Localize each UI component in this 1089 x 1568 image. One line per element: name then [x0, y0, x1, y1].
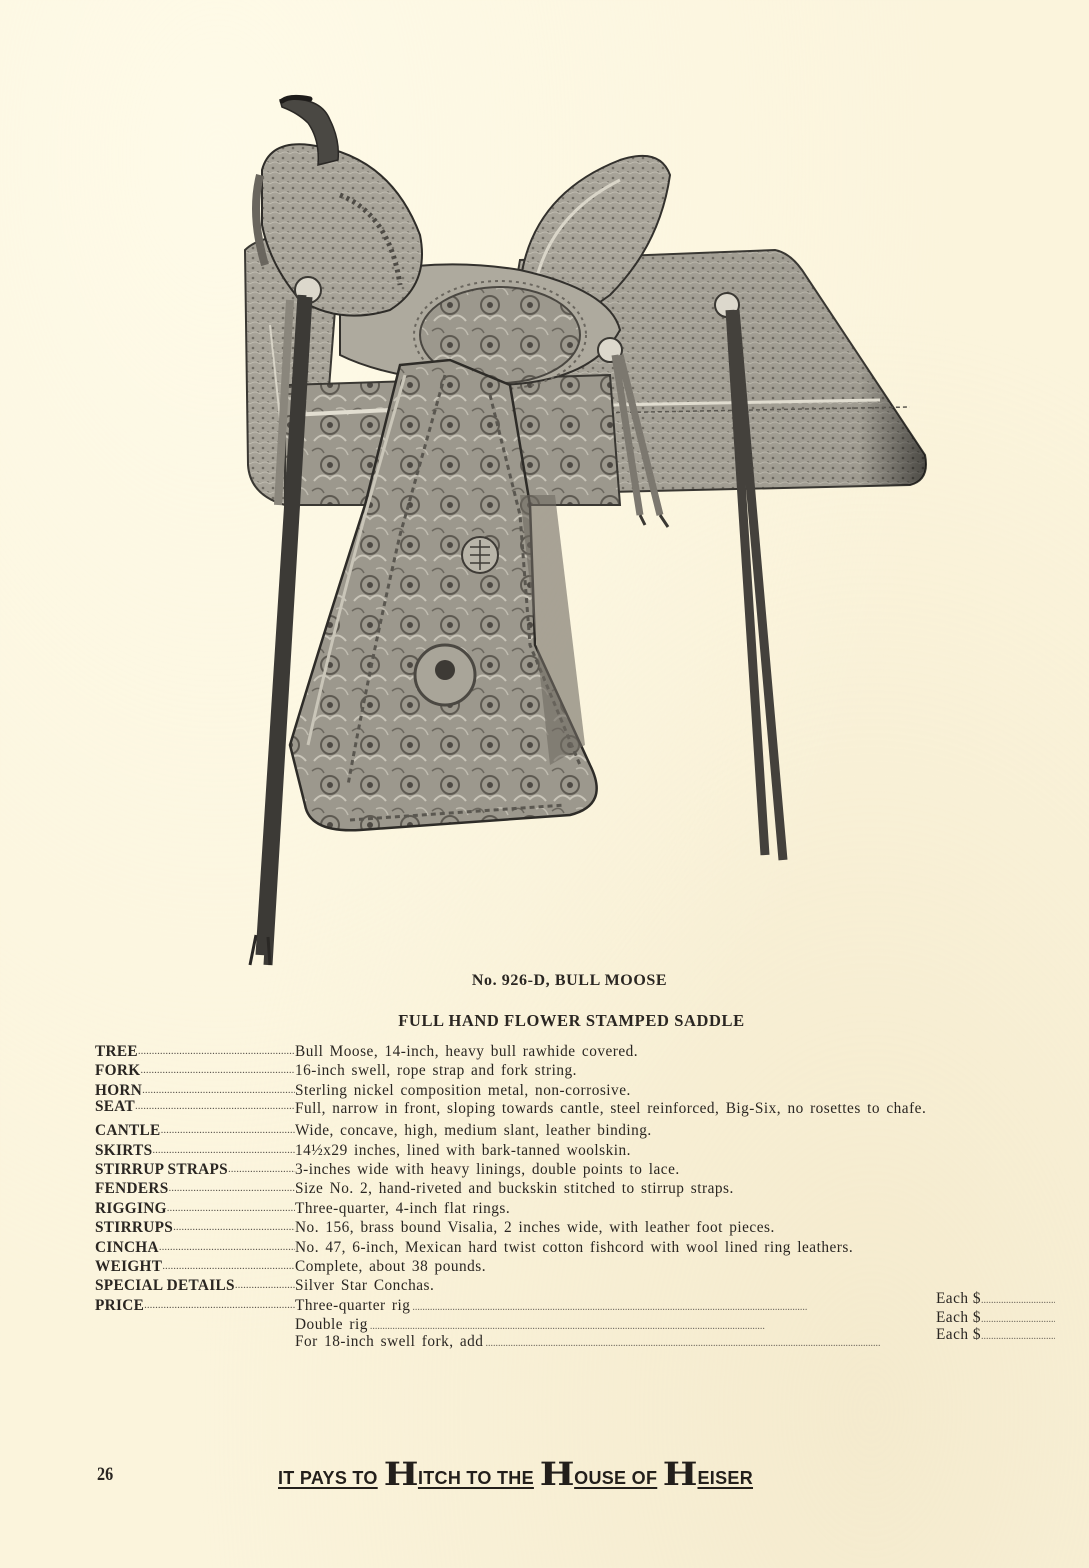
- spec-row-weight: [95, 1257, 1055, 1276]
- slogan-part: ITCH TO THE: [417, 1468, 534, 1488]
- price-description: Three-quarter rig: [295, 1296, 411, 1314]
- each-price-label: Each $: [935, 1308, 981, 1326]
- spec-label: SEAT: [95, 1098, 136, 1116]
- spec-row-cantle: [95, 1121, 1055, 1140]
- spec-value: Sterling nickel composition metal, non-corrosive.: [295, 1081, 631, 1099]
- each-price-label: Each $: [935, 1289, 981, 1307]
- leader-dots: [138, 1042, 295, 1061]
- spec-row-tree: [95, 1042, 1055, 1061]
- spec-label: SKIRTS: [95, 1141, 153, 1159]
- spec-label: CANTLE: [95, 1122, 161, 1140]
- spec-row-stirrups: [95, 1218, 1055, 1237]
- spec-row-fenders: [95, 1179, 1055, 1198]
- product-title: No. 926-D, BULL MOOSE: [471, 972, 668, 989]
- spec-label: CINCHA: [95, 1238, 159, 1256]
- spec-value: 14½x29 inches, lined with bark-tanned woolskin.: [295, 1141, 631, 1159]
- spec-list: [95, 1042, 1055, 1349]
- page-footer: [95, 1455, 995, 1498]
- spec-row-cincha: [95, 1238, 1055, 1257]
- spec-row-stirrup-straps: [95, 1160, 1055, 1179]
- spec-label: STIRRUP STRAPS: [95, 1161, 228, 1179]
- leader-dots: [161, 1121, 295, 1140]
- spec-value: No. 47, 6-inch, Mexican hard twist cotton fishcord with wool lined ring leathers.: [295, 1238, 854, 1256]
- spec-row-fork: [95, 1061, 1055, 1080]
- spec-value: Full, narrow in front, sloping towards cantle, steel reinforced, Big-Six, no rosettes to chafe.: [295, 1100, 927, 1118]
- leader-dots: [159, 1238, 295, 1257]
- price-line-swell-fork-addon: [295, 1325, 1055, 1350]
- each-price-label: Each $: [935, 1325, 981, 1343]
- spec-label: PRICE: [95, 1296, 145, 1314]
- slogan-initial: H: [662, 1455, 698, 1493]
- leader-dots: [167, 1199, 295, 1218]
- spec-label: TREE: [95, 1043, 138, 1060]
- spec-value: Three-quarter, 4-inch flat rings.: [295, 1199, 511, 1217]
- spec-label: HORN: [95, 1081, 143, 1099]
- leader-dots: [169, 1179, 296, 1198]
- spec-label: FORK: [95, 1062, 141, 1080]
- spec-value: Size No. 2, hand-riveted and buckskin stitched to stirrup straps.: [295, 1180, 734, 1198]
- slogan-initial: H: [539, 1455, 575, 1493]
- leader-dots: [235, 1276, 295, 1295]
- spec-label: RIGGING: [95, 1199, 167, 1217]
- leader-dots: [228, 1160, 295, 1179]
- spec-label: WEIGHT: [95, 1258, 163, 1276]
- leader-dots: [152, 1141, 295, 1160]
- spec-value: 3-inches wide with heavy linings, double points to lace.: [295, 1161, 680, 1179]
- slogan-part: EISER: [697, 1468, 754, 1488]
- spec-value: Wide, concave, high, medium slant, leather binding.: [295, 1122, 652, 1140]
- leader-dots: [135, 1097, 295, 1116]
- leader-dots: [144, 1296, 295, 1315]
- spec-label: SPECIAL DETAILS: [95, 1277, 235, 1295]
- saddle-icon: [190, 85, 970, 975]
- leader-dots: [485, 1334, 933, 1353]
- spec-label: FENDERS: [95, 1180, 169, 1198]
- leader-dots: [140, 1061, 295, 1080]
- price-blank: [981, 1327, 1055, 1346]
- slogan-part: OUSE OF: [574, 1468, 658, 1488]
- price-description: For 18-inch swell fork, add: [295, 1332, 484, 1350]
- price-blank: [981, 1291, 1055, 1310]
- slogan-initial: H: [383, 1455, 419, 1493]
- spec-value: Bull Moose, 14-inch, heavy bull rawhide covered.: [295, 1043, 639, 1060]
- slogan-part: IT PAYS TO: [278, 1468, 378, 1488]
- spec-value: Complete, about 38 pounds.: [295, 1258, 487, 1276]
- spec-value: 16-inch swell, rope strap and fork string.: [295, 1062, 577, 1080]
- leader-dots: [162, 1257, 295, 1276]
- price-description: Double rig: [295, 1315, 368, 1333]
- footer-slogan: [278, 1455, 754, 1493]
- spec-label: STIRRUPS: [95, 1219, 174, 1237]
- spec-value: No. 156, brass bound Visalia, 2 inches wide, with leather foot pieces.: [295, 1219, 775, 1237]
- spec-row-rigging: [95, 1199, 1055, 1218]
- leader-dots: [173, 1218, 295, 1237]
- spec-row-skirts: [95, 1141, 1055, 1160]
- spec-row-seat: [95, 1097, 1055, 1120]
- saddle-illustration: [190, 85, 970, 975]
- leader-dots: [412, 1298, 934, 1317]
- spec-row-special-details: [95, 1276, 1055, 1295]
- spec-value: Silver Star Conchas.: [295, 1277, 435, 1295]
- price-lines: [295, 1289, 1055, 1350]
- product-subtitle: FULL HAND FLOWER STAMPED SADDLE: [398, 1011, 745, 1030]
- page-number: 26: [97, 1464, 114, 1485]
- spec-row-price: [95, 1289, 1055, 1350]
